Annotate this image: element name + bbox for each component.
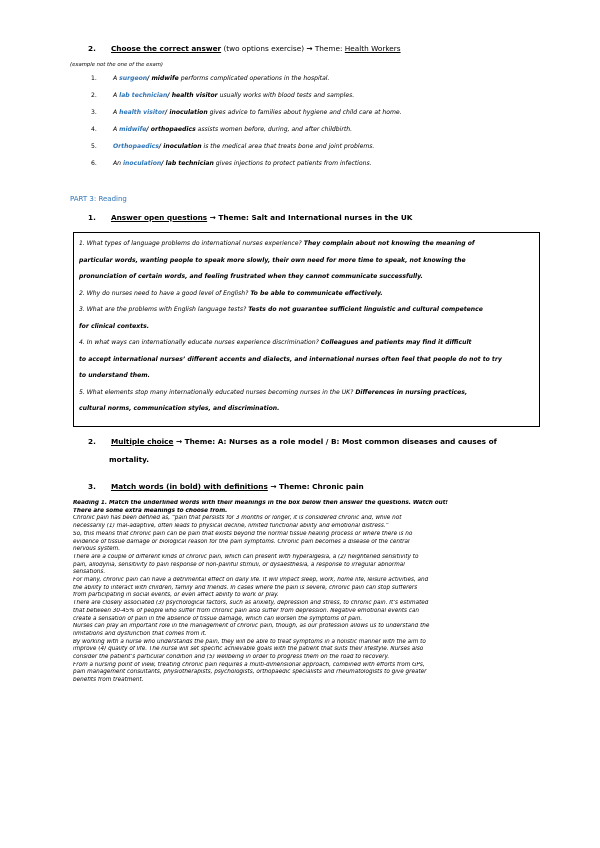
answer-text: to understand them. [79,372,150,379]
answer-line [74,286,539,303]
question-heading-multiple [88,437,497,446]
answer-text: pronunciation of certain words, and feeling frustrated when they cannot communicate successfully. [79,273,423,280]
reading-line: create a sensation of pain in the absence of tissue damage, which can worsen the symptoms of pain. [73,615,363,622]
answer-line [74,401,539,418]
option-item [91,160,402,177]
option-rest: gives advice to families about hygiene and child care at home. [207,109,402,116]
reading-line: consider the patient’s particular condition and (5) wellbeing in order to progress them on the road to recovery. [73,654,390,661]
answer-line [74,368,539,385]
option-a: midwife [119,126,147,133]
reading-line: limitations and dysfunction that comes from it. [73,630,207,637]
reading-line: pain, allodynia, sensitivity to pain response of non-painful stimuli, or dysaesthesia, a response to irregular abnormal [73,561,405,568]
option-b: / health visitor [167,92,218,99]
reading-line: nervous system. [73,546,121,553]
option-a: inoculation [122,160,162,167]
option-b: / lab technician [161,160,214,167]
answer-question: 4. In what ways can internationally educate nurses experience discrimination? [79,339,321,346]
reading-line: By working with a nurse who understands the pain, they will be able to treat symptoms in a holistic manner with the aim to [73,638,426,645]
answer-question: 5. What elements stop many internationally educated nurses becoming nurses in the UK? [79,388,356,396]
question-title: Match words (in bold) with definitions [110,482,268,491]
question-number: 1. [88,213,96,222]
option-rest: usually works with blood tests and samples. [217,92,355,99]
question-title: Answer open questions [110,213,208,222]
option-rest: assists women before, during, and after childbirth. [195,126,353,133]
answer-line [74,269,539,286]
option-rest: gives injections to protect patients from infections. [213,160,372,167]
option-a: lab technician [119,92,168,99]
option-a: health visitor [119,109,166,116]
option-rest: is the medical area that treats bone and joint problems. [201,143,375,150]
answer-text: Differences in nursing practices, [355,388,468,396]
question-theme: → Theme: A: Nurses as a role model / B: Most common diseases and causes of [173,437,497,446]
question-title: Multiple choice [110,437,174,446]
theme-name: Health Workers [344,44,401,53]
answer-text: to accept international nurses’ different accents and dialects, and international nurses often feel that people do not to try [79,355,502,363]
option-item [91,109,402,126]
answer-line [74,253,539,270]
option-item [91,92,402,109]
answer-text: particular words, wanting people to speak more slowly, their own need for more time to speak, not knowing the [79,256,466,264]
example-note: (example not the one of the exam) [70,62,163,68]
answer-line [74,335,539,352]
reading-line: For many, chronic pain can have a detrimental effect on daily life. It will impact sleep, work, home life, leisure activities, and [73,577,429,584]
option-rest: performs complicated operations in the hospital. [178,75,330,82]
answer-question: 1. What types of language problems do international nurses experience? [79,240,304,247]
option-number: 3. [91,109,97,116]
option-item [91,75,402,92]
question-theme: → Theme: Salt and International nurses in the UK [207,213,413,222]
answers-box [73,232,540,427]
reading-line: Reading 1. Match the underlined words with their meanings in the box below then answer the questions. Watch out! [73,500,449,506]
part-label: PART 3: Reading [70,195,127,203]
option-item [91,143,402,160]
section-heading-choose [88,44,401,53]
section-paren: (two options exercise) [221,44,307,53]
theme-label: Theme: [312,44,345,53]
option-b: / orthopaedics [146,126,196,133]
option-pre: An [113,160,123,167]
reading-line: from participating in social events, or even affect ability to work or play. [73,592,279,599]
question-number: 2. [88,437,96,446]
answer-text: cultural norms, communication styles, and discrimination. [79,405,280,412]
answer-question: 2. Why do nurses need to have a good level of English? [79,289,251,297]
reading-line: There are some extra meanings to choose from. [73,507,228,514]
option-b: / inoculation [165,109,208,116]
options-list [91,75,402,177]
option-a: surgeon [119,75,148,82]
option-number: 1. [91,75,97,82]
option-number: 6. [91,160,97,167]
reading-line: improve (4) quality of life. The nurse will set specific achievable goals with the patient that suits their lifestyle. Nurses also [73,646,424,653]
reading-line: There are a couple of different kinds of chronic pain, which can present with hyperalgesia, a (2) heightened sensitivity to [73,553,419,560]
option-pre: A [113,126,120,133]
answer-line [74,385,539,402]
section-title: Choose the correct answer [110,44,222,53]
option-b: / midwife [147,75,179,82]
answer-line [74,319,539,336]
reading-line: benefits from treatment. [73,677,144,684]
option-a: Orthopaedics [113,143,159,150]
reading-line: From a nursing point of view, treating chronic pain requires a multi-dimensional approach, combined with efforts from GPs, [73,661,425,668]
section-number: 2. [88,44,96,53]
answer-text: Tests do not guarantee sufficient linguistic and cultural competence [248,306,483,313]
reading-line: necessarily (1) mal-adaptive, often leads to physical decline, limited functional ability and emotional distress.” [73,523,389,530]
answer-text: To be able to communicate effectively. [250,289,383,297]
option-number: 5. [91,143,97,150]
reading-text [73,500,535,685]
option-item [91,126,402,143]
option-number: 2. [91,92,97,99]
answer-question: 3. What are the problems with English language tests? [79,306,249,313]
reading-line: There are closely associated (3) psychological factors, such as anxiety, depression and stress, to chronic pain. It’s estimated [73,600,429,607]
arrow: → [306,44,313,53]
answer-text: for clinical contexts. [79,322,150,330]
reading-line: Nurses can play an important role in the management of chronic pain, though, as our profession allows us to understand the [73,623,430,630]
answer-text: They complain about not knowing the meaning of [303,240,475,247]
question-heading-match [88,482,364,491]
reading-line: pain management consultants, physiotherapists, psychologists, orthopaedic specialists and rheumatologists to give greater [73,669,427,676]
question-theme: → Theme: Chronic pain [267,482,364,491]
option-pre: A [113,92,120,99]
reading-line: evidence of tissue damage or biological reason for the pain symptoms. Chronic pain becomes a disease of the central [73,538,410,545]
answer-text: Colleagues and patients may find it difficult [320,339,472,346]
question-number: 3. [88,482,96,491]
option-pre: A [113,75,120,82]
question-heading-open [88,213,412,222]
answer-line [74,302,539,319]
answer-line [74,236,539,253]
reading-line: Chronic pain has been defined as, “pain that persists for 3 months or longer, it is considered chronic and, while not [73,515,402,522]
reading-line: the ability to interact with children, family and friends. In cases where the pain is severe, chronic pain can stop sufferers [73,584,418,591]
option-number: 4. [91,126,97,133]
reading-line: sensations. [73,569,106,576]
question-theme-cont: mortality. [109,455,149,464]
option-pre: A [113,109,120,116]
option-b: / inoculation [158,143,202,150]
reading-line: So, this means that chronic pain can be pain that exists beyond the normal tissue healing process or where there is no [73,530,413,537]
reading-line: that between 30-45% of people who suffer from chronic pain also suffer from depression. Negative emotional events can [73,607,420,614]
answer-line [74,352,539,369]
